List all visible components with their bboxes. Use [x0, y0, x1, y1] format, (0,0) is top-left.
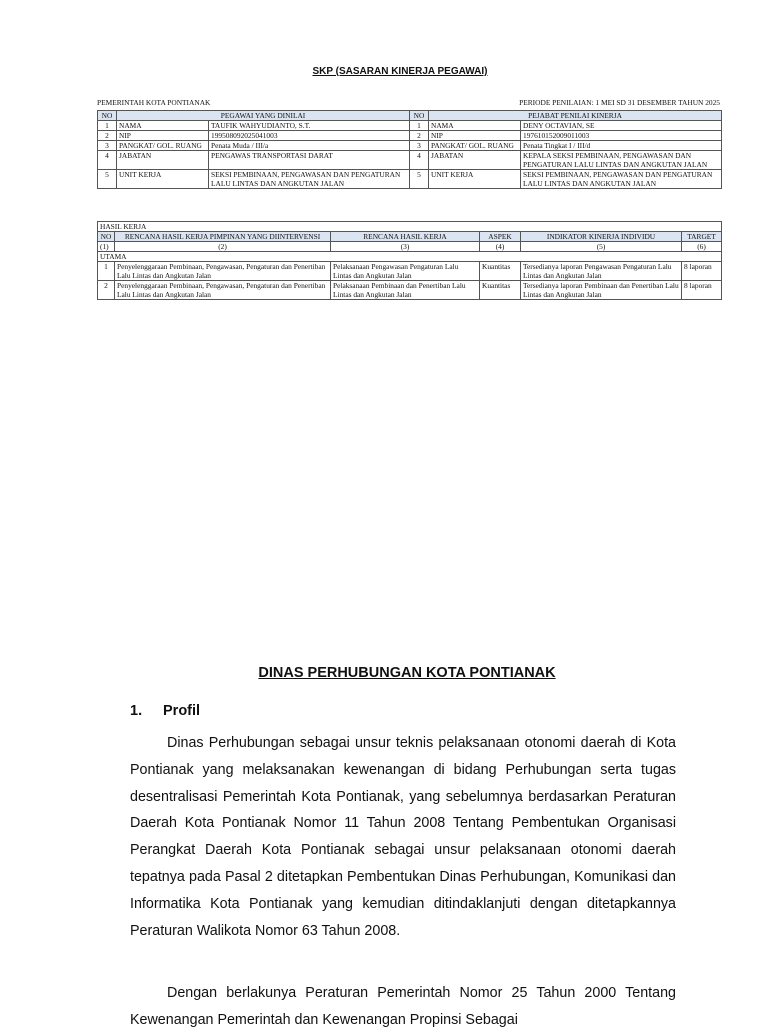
row-number: 1	[98, 121, 117, 131]
column-number-row	[98, 242, 722, 252]
row-value: SEKSI PEMBINAAN, PENGAWASAN DAN PENGATURAN LALU LINTAS DAN ANGKUTAN JALAN	[521, 170, 722, 189]
table-row	[98, 262, 722, 281]
section-number: 1.	[130, 703, 143, 719]
col-penilai: PEJABAT PENILAI KINERJA	[429, 111, 722, 121]
row-label: JABATAN	[117, 151, 209, 170]
col-rencana: RENCANA HASIL KERJA	[331, 232, 480, 242]
assessment-period: PERIODE PENILAIAN: 1 MEI SD 31 DESEMBER TAHUN 2025	[519, 98, 720, 107]
target: 8 laporan	[682, 281, 722, 300]
aspek: Kuantitas	[480, 281, 521, 300]
col-no: NO	[98, 111, 117, 121]
paragraph: Dengan berlakunya Peraturan Pemerintah Nomor 25 Tahun 2000 Tentang Kewenangan Pemerintah dan Kewenangan Propinsi Sebagai	[130, 985, 676, 1028]
row-label: UNIT KERJA	[117, 170, 209, 189]
column-number: (6)	[682, 242, 722, 252]
row-value: 197610152009011003	[521, 131, 722, 141]
col-dinilai: PEGAWAI YANG DINILAI	[117, 111, 410, 121]
row-number: 5	[98, 170, 117, 189]
row-number: 4	[98, 151, 117, 170]
row-value: 199508092025041003	[209, 131, 410, 141]
rencana-pimpinan: Penyelenggaraan Pembinaan, Pengawasan, Pengaturan dan Penertiban Lalu Lintas dan Angkutan Jalan	[115, 281, 331, 300]
aspek: Kuantitas	[480, 262, 521, 281]
table-row	[98, 121, 722, 131]
col-indikator: INDIKATOR KINERJA INDIVIDU	[521, 232, 682, 242]
column-number: (1)	[98, 242, 115, 252]
row-label: NAMA	[429, 121, 521, 131]
indikator: Tersedianya laporan Pembinaan dan Penertiban Lalu Lintas dan Angkutan Jalan	[521, 281, 682, 300]
column-number: (5)	[521, 242, 682, 252]
table-row	[98, 131, 722, 141]
row-number: 3	[98, 141, 117, 151]
column-number: (3)	[331, 242, 480, 252]
rencana-hasil-kerja: Pelaksanaan Pembinaan dan Penertiban Lalu Lintas dan Angkutan Jalan	[331, 281, 480, 300]
table-row	[98, 151, 722, 170]
row-value: Penata Muda / III/a	[209, 141, 410, 151]
row-value: TAUFIK WAHYUDIANTO, S.T.	[209, 121, 410, 131]
row-value: DENY OCTAVIAN, SE	[521, 121, 722, 131]
row-number: 3	[410, 141, 429, 151]
rencana-hasil-kerja: Pelaksanaan Pengawasan Pengaturan Lalu Lintas dan Angkutan Jalan	[331, 262, 480, 281]
rencana-pimpinan: Penyelenggaraan Pembinaan, Pengawasan, Pengaturan dan Penertiban Lalu Lintas dan Angkutan Jalan	[115, 262, 331, 281]
profile-page	[0, 610, 768, 1028]
row-label: NIP	[117, 131, 209, 141]
employee-info-table	[97, 110, 722, 189]
row-number: 5	[410, 170, 429, 189]
target: 8 laporan	[682, 262, 722, 281]
section-row	[98, 252, 722, 262]
col-target: TARGET	[682, 232, 722, 242]
col-rencana-pimpinan: RENCANA HASIL KERJA PIMPINAN YANG DIINTERVENSI	[115, 232, 331, 242]
section-heading	[130, 703, 200, 719]
row-number: 2	[98, 131, 117, 141]
row-value: PENGAWAS TRANSPORTASI DARAT	[209, 151, 410, 170]
row-label: PANGKAT/ GOL. RUANG	[429, 141, 521, 151]
work-results-table	[97, 221, 722, 300]
column-number: (4)	[480, 242, 521, 252]
row-label: NIP	[429, 131, 521, 141]
table-header-row	[98, 232, 722, 242]
row-number: 2	[98, 281, 115, 300]
col-no: NO	[98, 232, 115, 242]
row-number: 4	[410, 151, 429, 170]
table-row	[98, 141, 722, 151]
organization-name: PEMERINTAH KOTA PONTIANAK	[97, 98, 211, 107]
row-label: PANGKAT/ GOL. RUANG	[117, 141, 209, 151]
row-number: 1	[410, 121, 429, 131]
column-number: (2)	[115, 242, 331, 252]
row-label: UNIT KERJA	[429, 170, 521, 189]
paragraph: Dinas Perhubungan sebagai unsur teknis pelaksanaan otonomi daerah di Kota Pontianak yang melaksanakan kewenangan di bidang Perhubungan serta tugas desentralisasi Pemerintah Kota Pontianak, yang sebelumnya berdasarkan Peraturan Daerah Kota Pontianak Nomor 11 Tahun 2008 Tentang Pembentukan Organisasi Perangkat Daerah Kota Pontianak sebagai unsur pelaksanaan otonomi daerah tepatnya pada Pasal 2 ditetapkan Pembentukan Dinas Perhubungan, Komunikasi dan Informatika Kota Pontianak yang kemudian ditindaklanjuti dengan ditetapkannya Peraturan Walikota Nomor 63 Tahun 2008.	[130, 735, 676, 939]
table-row	[98, 170, 722, 189]
col-aspek: ASPEK	[480, 232, 521, 242]
row-value: KEPALA SEKSI PEMBINAAN, PENGAWASAN DAN PENGATURAN LALU LINTAS DAN ANGKUTAN JALAN	[521, 151, 722, 170]
table-row	[98, 281, 722, 300]
hasil-kerja-label: HASIL KERJA	[98, 222, 722, 232]
section-title: Profil	[163, 703, 201, 719]
indikator: Tersedianya laporan Pengawasan Pengaturan Lalu Lintas dan Angkutan Jalan	[521, 262, 682, 281]
utama-label: UTAMA	[98, 252, 722, 262]
col-no-2: NO	[410, 111, 429, 121]
document-title: DINAS PERHUBUNGAN KOTA PONTIANAK	[258, 665, 556, 681]
row-value: SEKSI PEMBINAAN, PENGAWASAN DAN PENGATURAN LALU LINTAS DAN ANGKUTAN JALAN	[209, 170, 410, 189]
row-label: JABATAN	[429, 151, 521, 170]
section-row	[98, 222, 722, 232]
skp-title: SKP (SASARAN KINERJA PEGAWAI)	[312, 66, 488, 77]
table-header-row	[98, 111, 722, 121]
row-number: 1	[98, 262, 115, 281]
row-label: NAMA	[117, 121, 209, 131]
row-value: Penata Tingkat I / III/d	[521, 141, 722, 151]
row-number: 2	[410, 131, 429, 141]
